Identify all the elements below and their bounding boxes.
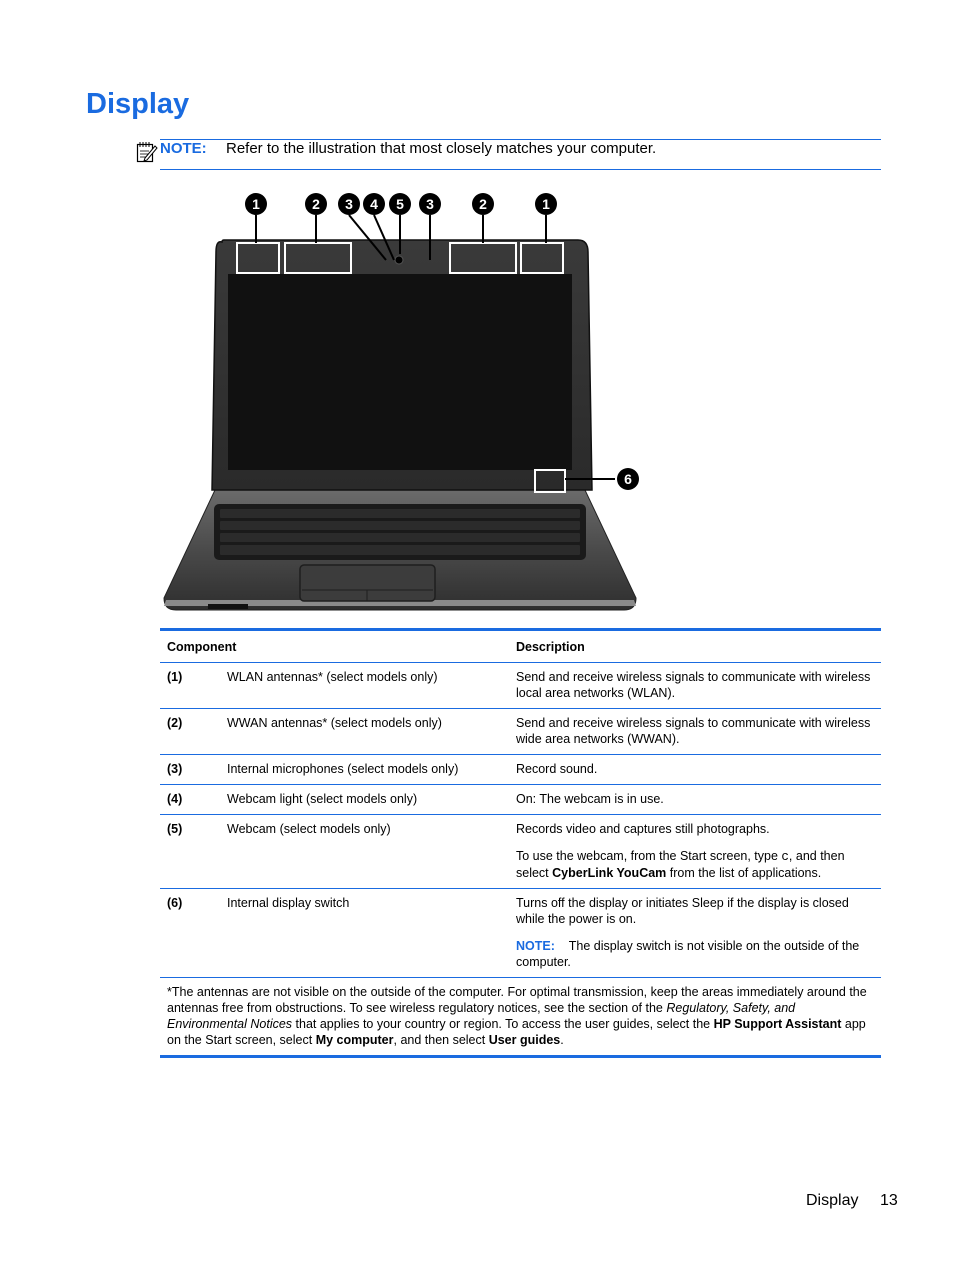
note-bottom-rule (160, 169, 881, 170)
text-run: , and then select (393, 1033, 489, 1047)
row-description (510, 895, 880, 970)
description-text: On: The webcam is in use. (516, 792, 664, 806)
callout-1 (245, 193, 267, 215)
row-description (510, 669, 880, 701)
note-label: NOTE: (516, 939, 555, 953)
callout-3b (419, 193, 441, 215)
note-label: NOTE: (160, 140, 207, 157)
footer-section: Display (806, 1192, 859, 1209)
description-text: Records video and captures still photographs. (516, 822, 770, 836)
row-component: Internal display switch (227, 896, 350, 910)
svg-text:5: 5 (396, 196, 404, 212)
callout-5 (389, 193, 411, 215)
row-component: Webcam light (select models only) (227, 792, 418, 806)
row-number: (2) (167, 716, 183, 730)
row-component: Webcam (select models only) (227, 822, 391, 836)
text-run: from the list of applications. (666, 866, 822, 880)
footer-page-number: 13 (880, 1192, 898, 1209)
description-text: Turns off the display or initiates Sleep if the display is closed while the power is on. (516, 896, 849, 926)
text-run: app on the Start screen, select (167, 1017, 866, 1047)
row-description (510, 821, 880, 881)
svg-text:1: 1 (542, 196, 550, 212)
svg-text:3: 3 (426, 196, 434, 212)
table-row (160, 755, 881, 784)
svg-text:2: 2 (312, 196, 320, 212)
note-icon (136, 141, 158, 163)
row-number: (5) (167, 822, 183, 836)
row-number: (1) (167, 670, 183, 684)
row-note (516, 938, 880, 970)
code-text: c (781, 850, 789, 864)
header-description: Description (516, 639, 585, 654)
row-description (510, 791, 880, 807)
text-run: To use the webcam, from the Start screen, type (516, 849, 782, 863)
table-row (160, 709, 881, 754)
row-number: (3) (167, 762, 183, 776)
description-text: Send and receive wireless signals to communicate with wireless local area networks (WLAN). (516, 670, 871, 700)
row-component: WWAN antennas* (select models only) (227, 716, 442, 730)
svg-text:3: 3 (345, 196, 353, 212)
callout-3 (338, 193, 360, 215)
svg-text:1: 1 (252, 196, 260, 212)
bold-text: HP Support Assistant (713, 1017, 842, 1031)
italic-text: Regulatory, Safety, and Environmental Notices (167, 1001, 796, 1031)
description-text: Send and receive wireless signals to communicate with wireless wide area networks (WWAN). (516, 716, 871, 746)
svg-text:6: 6 (624, 471, 632, 487)
note-text: Refer to the illustration that most closely matches your computer. (226, 140, 657, 157)
table-row (160, 815, 881, 888)
svg-text:2: 2 (479, 196, 487, 212)
table-footnote (160, 978, 881, 1055)
svg-text:4: 4 (370, 196, 378, 212)
table-bottom-rule (160, 1055, 881, 1058)
description-text: Record sound. (516, 762, 598, 776)
component-table (160, 628, 881, 1058)
bold-text: CyberLink YouCam (552, 866, 667, 880)
callout-2b (472, 193, 494, 215)
table-header (160, 631, 881, 662)
text-run: *The antennas are not visible on the outside of the computer. For optimal transmission, keep the areas immediately around the antennas free from obstructions. To see wireless regulatory notices, see the section of the (167, 985, 867, 1015)
description-text (516, 848, 880, 881)
row-description (510, 761, 880, 777)
header-component: Component (167, 639, 237, 654)
page-title: Display (86, 88, 190, 120)
row-component: Internal microphones (select models only) (227, 762, 459, 776)
callout-2 (305, 193, 327, 215)
note-text: The display switch is not visible on the outside of the computer. (516, 939, 860, 969)
text-run: , and then select (516, 849, 845, 880)
row-number: (4) (167, 792, 183, 806)
table-row (160, 785, 881, 814)
callout-6 (617, 468, 639, 490)
table-row (160, 663, 881, 708)
callout-4 (363, 193, 385, 215)
text-run: . (560, 1033, 564, 1047)
callout-layer (160, 188, 650, 618)
table-row (160, 889, 881, 977)
text-run: that applies to your country or region. To access the user guides, select the (292, 1017, 714, 1031)
row-description (510, 715, 880, 747)
row-number: (6) (167, 896, 183, 910)
row-component: WLAN antennas* (select models only) (227, 670, 438, 684)
bold-text: My computer (315, 1033, 394, 1047)
callout-1b (535, 193, 557, 215)
bold-text: User guides (488, 1033, 561, 1047)
